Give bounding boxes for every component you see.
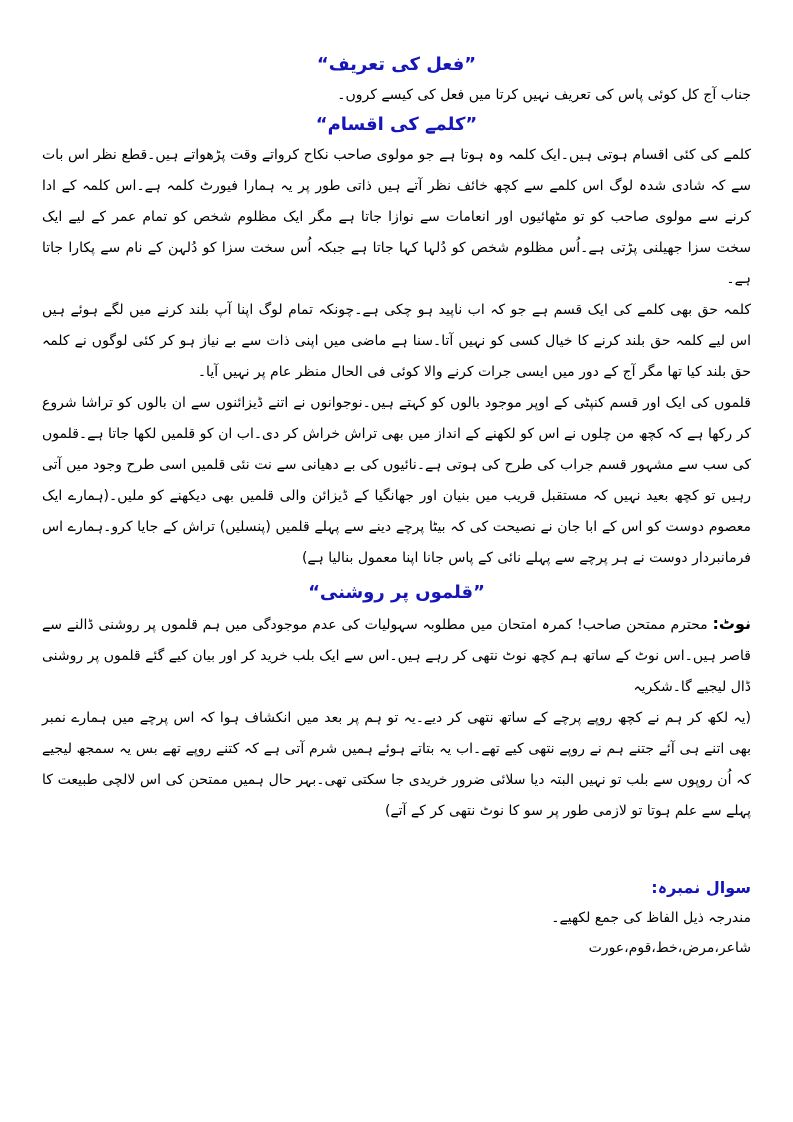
heading-word-types: ”کلمے کی اقسام“ bbox=[315, 114, 478, 135]
verb-definition-text: جناب آج کل کوئی پاس کی تعریف نہیں کرتا میں فعل کی کیسے کروں۔ bbox=[337, 87, 751, 103]
paragraph-kalma-haq: کلمہ حق بھی کلمے کی ایک قسم ہے جو کہ اب ناپید ہو چکی ہے۔چونکہ تمام لوگ اپنا آپ بلند کرنے میں لگے ہوئے ہیں اس لیے کلمہ حق بلند کرنے کا خیال کسی کو نہیں آتا۔سنا ہے ماضی میں اپنی ذات سے بے نیاز ہو کر کئی لوگوں نے کلمہ حق بلند کیا تھا مگر آج کے دور میں ایسی جرات کرنے والا کوئی فی الحال منظر عام پر نہیں آیا۔ bbox=[42, 302, 751, 380]
heading-light-on-pens: ”قلموں پر روشنی“ bbox=[308, 582, 485, 603]
paragraph-kalma-nikah: کلمے کی کئی اقسام ہوتی ہیں۔ایک کلمہ وہ ہوتا ہے جو مولوی صاحب نکاح کرواتے وقت پڑھواتے ہیں۔قطع نظر اس بات سے کہ شادی شدہ لوگ اس کلمے سے کچھ خائف نظر آتے ہیں ذاتی طور پر یہ ہمارا فیورٹ کلمہ ہے۔اس کلمہ کے ادا کرنے سے مولوی صاحب کو تو مٹھائیوں اور انعامات سے نوازا جاتا ہے مگر ایک مظلوم شخص کو تمام عمر کے لیے ایک سخت سزا جھیلنی پڑتی ہے۔اُس مظلوم شخص کو دُلہا کہا جاتا ہے جبکہ اُس سخت سزا کو دُلہن کے نام سے پکارا جاتا ہے۔ bbox=[42, 147, 751, 287]
paragraph-qalmein: قلموں کی ایک اور قسم کنپٹی کے اوپر موجود بالوں کو کہتے ہیں۔نوجوانوں نے اتنے ڈیزائنوں سے ان بالوں کو تراشا شروع کر رکھا ہے کہ کچھ من چلوں نے اس کو لکھنے کے انداز میں بھی تراش خراش کر دی۔اب ان کو قلمیں لکھا جاتا ہے۔قلموں کی سب سے مشہور قسم جراب کی طرح کی ہوتی ہے۔نائیوں کی بے دھیانی سے نت نئی قلمیں اسی طرح وجود میں آتی رہیں تو کچھ بعید نہیں کہ مستقبل قریب میں بنیان اور جھانگیا کے ڈیزائن والی قلمیں بھی دیکھنے کو ملیں۔(ہمارے ایک معصوم دوست کو اس کے ابا جان نے نصیحت کی کہ بیٹا پرچے دینے سے پہلے قلمیں (پنسلیں) تراش کے جایا کرو۔ہمارے اس فرمانبردار دوست نے ہر پرچے سے پہلے نائی کے پاس جانا اپنا معمول بنالیا ہے) bbox=[42, 395, 751, 566]
heading-verb-definition: ”فعل کی تعریف“ bbox=[316, 54, 477, 75]
paragraph-note bbox=[42, 608, 751, 703]
question-words: شاعر،مرض،خط،قوم،عورت bbox=[588, 940, 751, 956]
note-label: نوٹ: bbox=[712, 614, 751, 633]
paragraph-bribe: (یہ لکھ کر ہم نے کچھ روپے پرچے کے ساتھ نتھی کر دیے۔یہ تو ہم پر بعد میں انکشاف ہوا کہ اس پرچے میں ہمارے نمبر بھی اتنے ہی آئے جتنے ہم نے روپے نتھی کیے تھے۔اب یہ بتاتے ہوئے ہمیں شرم آتی ہے کہ کتنے روپے تھے بس یہ سمجھ لیجیے کہ اُن روپوں سے بلب تو نہیں البتہ دیا سلائی ضرور خریدی جا سکتی تھی۔بہر حال ہمیں ممتحن کی اس لالچی طبیعت کا پہلے سے علم ہوتا تو لازمی طور پر سو کا نوٹ نتھی کر کے آتے) bbox=[42, 710, 751, 819]
note-text: محترم ممتحن صاحب! کمرہ امتحان میں مطلوبہ سہولیات کی عدم موجودگی میں ہم قلموں پر روشنی ڈالنے سے قاصر ہیں۔اس نوٹ کے ساتھ ہم کچھ نوٹ نتھی کر رہے ہیں۔اس سے ایک بلب خرید کر اور بیان کیے گئے قلموں پر روشنی ڈال لیجیے گا۔شکریہ bbox=[42, 617, 751, 695]
question-instruction: مندرجہ ذیل الفاظ کی جمع لکھیے۔ bbox=[551, 910, 751, 926]
document-content bbox=[42, 50, 751, 963]
question-heading: سوال نمبرہ: bbox=[651, 878, 751, 897]
